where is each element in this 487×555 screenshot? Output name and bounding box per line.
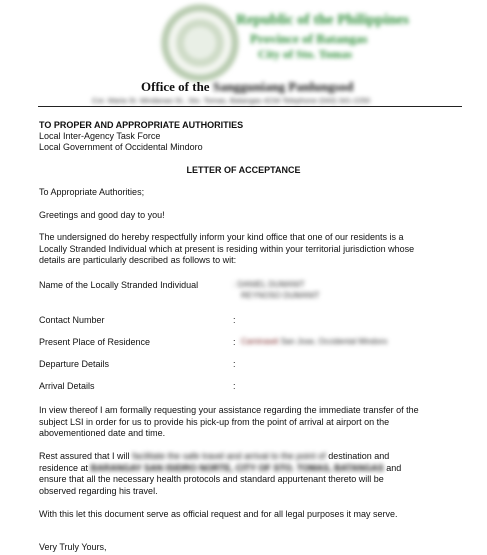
- residence-value-barangay: Caminawit: [241, 337, 279, 346]
- government-seal-icon: [161, 4, 239, 82]
- assurance-l2-start: residence at: [39, 462, 89, 473]
- assurance-line-4: observed regarding his travel.: [39, 485, 158, 496]
- assurance-l2-end: and: [386, 462, 402, 473]
- office-name: Sangguniang Panlungsod: [212, 79, 354, 94]
- addressee-line-1: Local Inter-Agency Task Force: [39, 131, 161, 141]
- letter-title: LETTER OF ACCEPTANCE: [186, 165, 301, 175]
- assurance-paragraph: [39, 451, 463, 497]
- letterhead-city: City of Sto. Tomas: [258, 47, 353, 61]
- assurance-l2-address: BARANGAY SAN ISIDRO NORTE, CITY OF STO. TOMAS, BATANGAS: [90, 462, 384, 473]
- assurance-line-2: [39, 463, 463, 475]
- letterhead-province: Province of Batangas: [250, 31, 368, 46]
- greeting: Greetings and good day to you!: [39, 210, 165, 220]
- letterhead-divider: [38, 106, 462, 107]
- office-prefix: Office of the: [141, 79, 210, 94]
- residence-value: [241, 337, 387, 346]
- intro-paragraph: [39, 232, 463, 267]
- addressee-heading: TO PROPER AND APPROPRIATE AUTHORITIES: [39, 120, 244, 130]
- letterhead-address: Cor. Maria St. Mindanao St., Sto. Tomas, Batangas 4234 Telephone (043) 341-2250: [92, 96, 371, 105]
- intro-line-2: Locally Stranded Individual which at present is residing within your territorial jurisdiction whose: [39, 243, 415, 254]
- residence-colon: :: [233, 337, 236, 347]
- contact-colon: :: [233, 315, 236, 325]
- request-line-1: In view thereof I am formally requesting your assistance regarding the immediate transfer of the: [39, 405, 419, 415]
- contact-label: Contact Number: [39, 315, 105, 325]
- residence-label: Present Place of Residence: [39, 337, 151, 347]
- request-paragraph: [39, 405, 463, 440]
- request-line-3: abovementioned date and time.: [39, 428, 166, 439]
- intro-line-3: details are particularly described as follows to wit:: [39, 255, 237, 266]
- letterhead-republic: Republic of the Philippines: [236, 12, 409, 28]
- salutation: To Appropriate Authorities;: [39, 187, 145, 197]
- residence-value-rest: San Jose, Occidental Mindoro: [280, 337, 388, 346]
- lsi-name-label: Name of the Locally Stranded Individual: [39, 280, 199, 290]
- arrival-label: Arrival Details: [39, 381, 95, 391]
- departure-label: Departure Details: [39, 359, 110, 369]
- assurance-line-1: [39, 451, 463, 463]
- letterhead-office: [141, 79, 353, 95]
- lsi-name-value-2: REYNOSO DUMANIT: [241, 291, 320, 300]
- departure-colon: :: [233, 359, 236, 369]
- arrival-colon: :: [233, 381, 236, 391]
- intro-line-1: The undersigned do hereby respectfully inform your kind office that one of our residents is a: [39, 232, 404, 242]
- closing-paragraph: With this let this document serve as official request and for all legal purposes it may serve.: [39, 509, 398, 519]
- lsi-name-value: : DANIEL DUMANIT: [233, 280, 305, 289]
- assurance-l1-blurred: facilitate the safe travel and arrival to the point of: [132, 451, 326, 461]
- assurance-l1-end: destination and: [328, 451, 390, 461]
- signoff: Very Truly Yours,: [39, 542, 107, 552]
- assurance-l1-start: Rest assured that I will: [39, 451, 130, 461]
- assurance-line-3: ensure that all the necessary health protocols and standard appurtenant thereto will be: [39, 474, 384, 485]
- addressee-line-2: Local Government of Occidental Mindoro: [39, 142, 203, 152]
- request-line-2: subject LSI in order for us to provide his pick-up from the point of arrival at airport on the: [39, 416, 390, 427]
